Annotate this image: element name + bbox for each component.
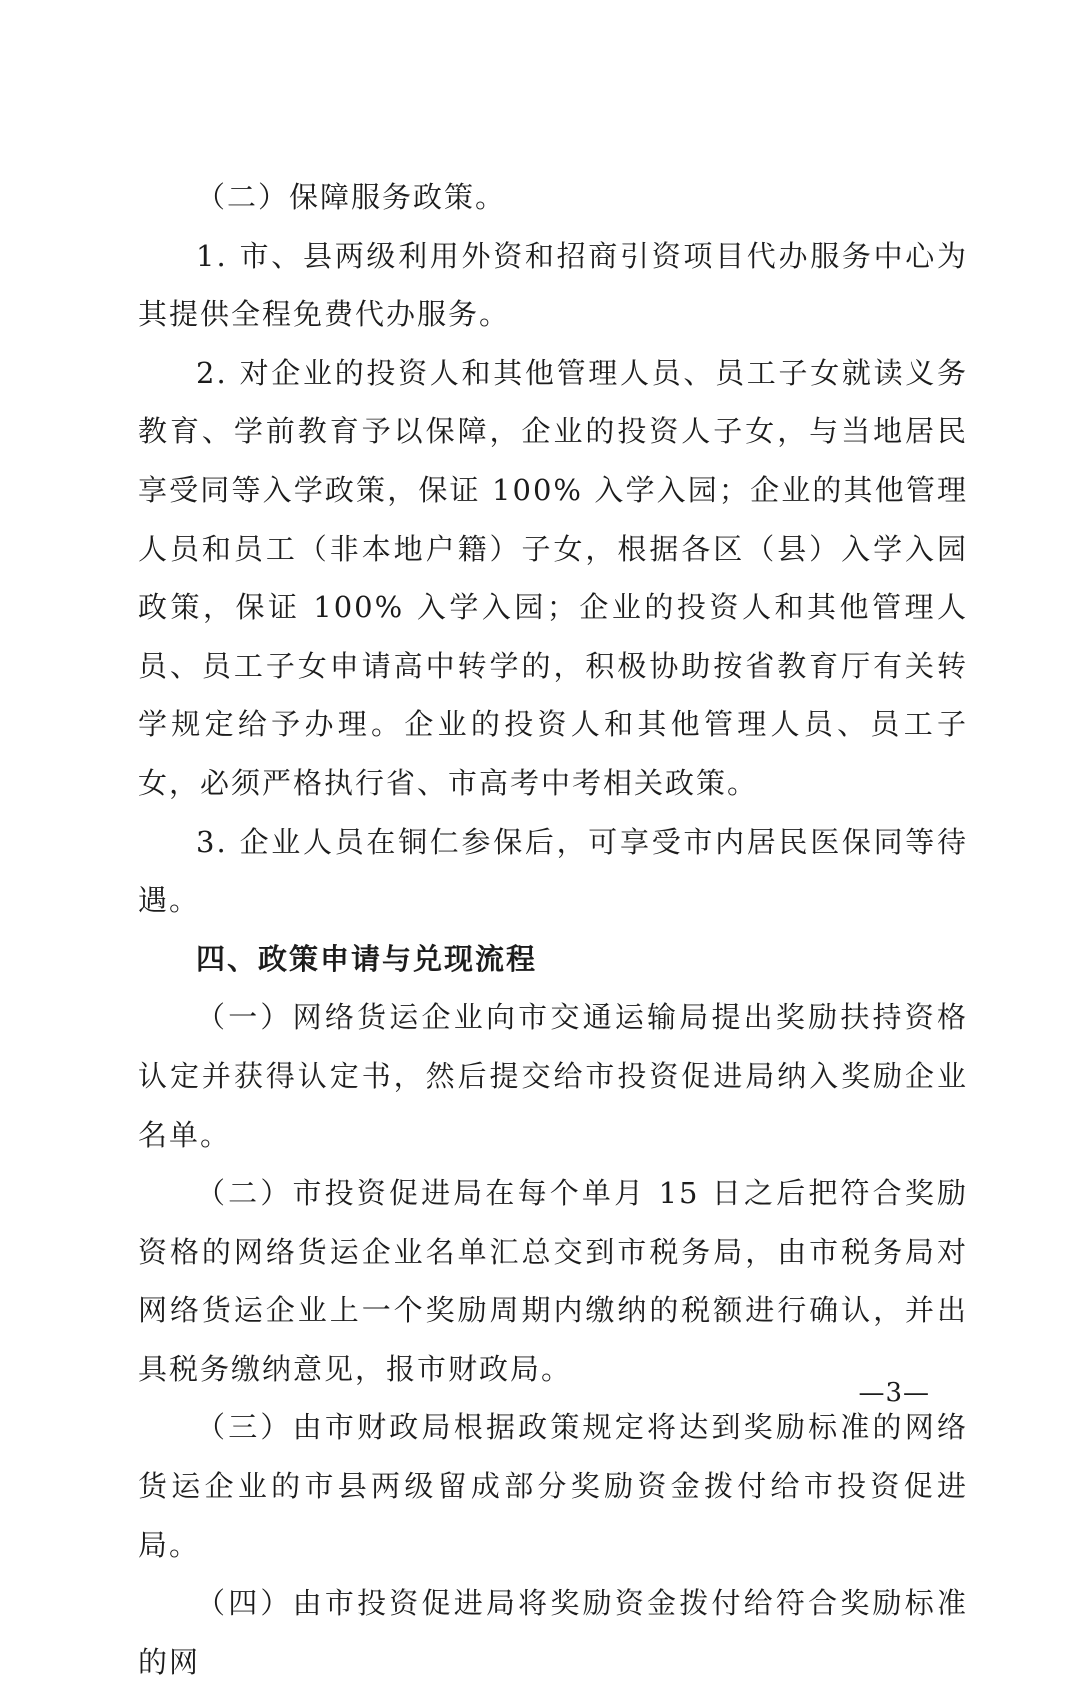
paragraph-section-2-title: （二）保障服务政策。 — [196, 180, 507, 214]
paragraph-item-1: 1. 市、县两级利用外资和招商引资项目代办服务中心为其提供全程免费代办服务。 — [138, 238, 968, 332]
paragraph-item-2: 2. 对企业的投资人和其他管理人员、员工子女就读义务教育、学前教育予以保障，企业的投资人子女，与当地居民享受同等入学政策，保证 100% 入学入园；企业的其他管理人员和员工（非本地户籍）子女，根据各区（县）入学入园政策，保证 100% 入学入园；企业的投资人和其他管理人员、员工子女申请高中转学的，积极协助按省教育厅有关转学规定给予办理。企业的投资人和其他管理人员、员工子女，必须严格执行省、市高考中考相关政策。 — [138, 355, 968, 800]
paragraph-step-1: （一）网络货运企业向市交通运输局提出奖励扶持资格认定并获得认定书，然后提交给市投资促进局纳入奖励企业名单。 — [138, 1000, 968, 1152]
paragraph-step-3: （三）由市财政局根据政策规定将达到奖励标准的网络货运企业的市县两级留成部分奖励资金拨付给市投资促进局。 — [138, 1410, 968, 1562]
page-number: —3— — [858, 1378, 930, 1408]
document-body — [138, 168, 968, 1691]
section-heading-4: 四、政策申请与兑现流程 — [196, 941, 538, 976]
paragraph-item-3: 3. 企业人员在铜仁参保后，可享受市内居民医保同等待遇。 — [138, 824, 968, 918]
paragraph-step-4: （四）由市投资促进局将奖励资金拨付给符合奖励标准的网 — [138, 1586, 968, 1679]
paragraph-step-2: （二）市投资促进局在每个单月 15 日之后把符合奖励资格的网络货运企业名单汇总交到市税务局，由市税务局对网络货运企业上一个奖励周期内缴纳的税额进行确认，并出具税务缴纳意见，报市财政局。 — [138, 1176, 968, 1386]
